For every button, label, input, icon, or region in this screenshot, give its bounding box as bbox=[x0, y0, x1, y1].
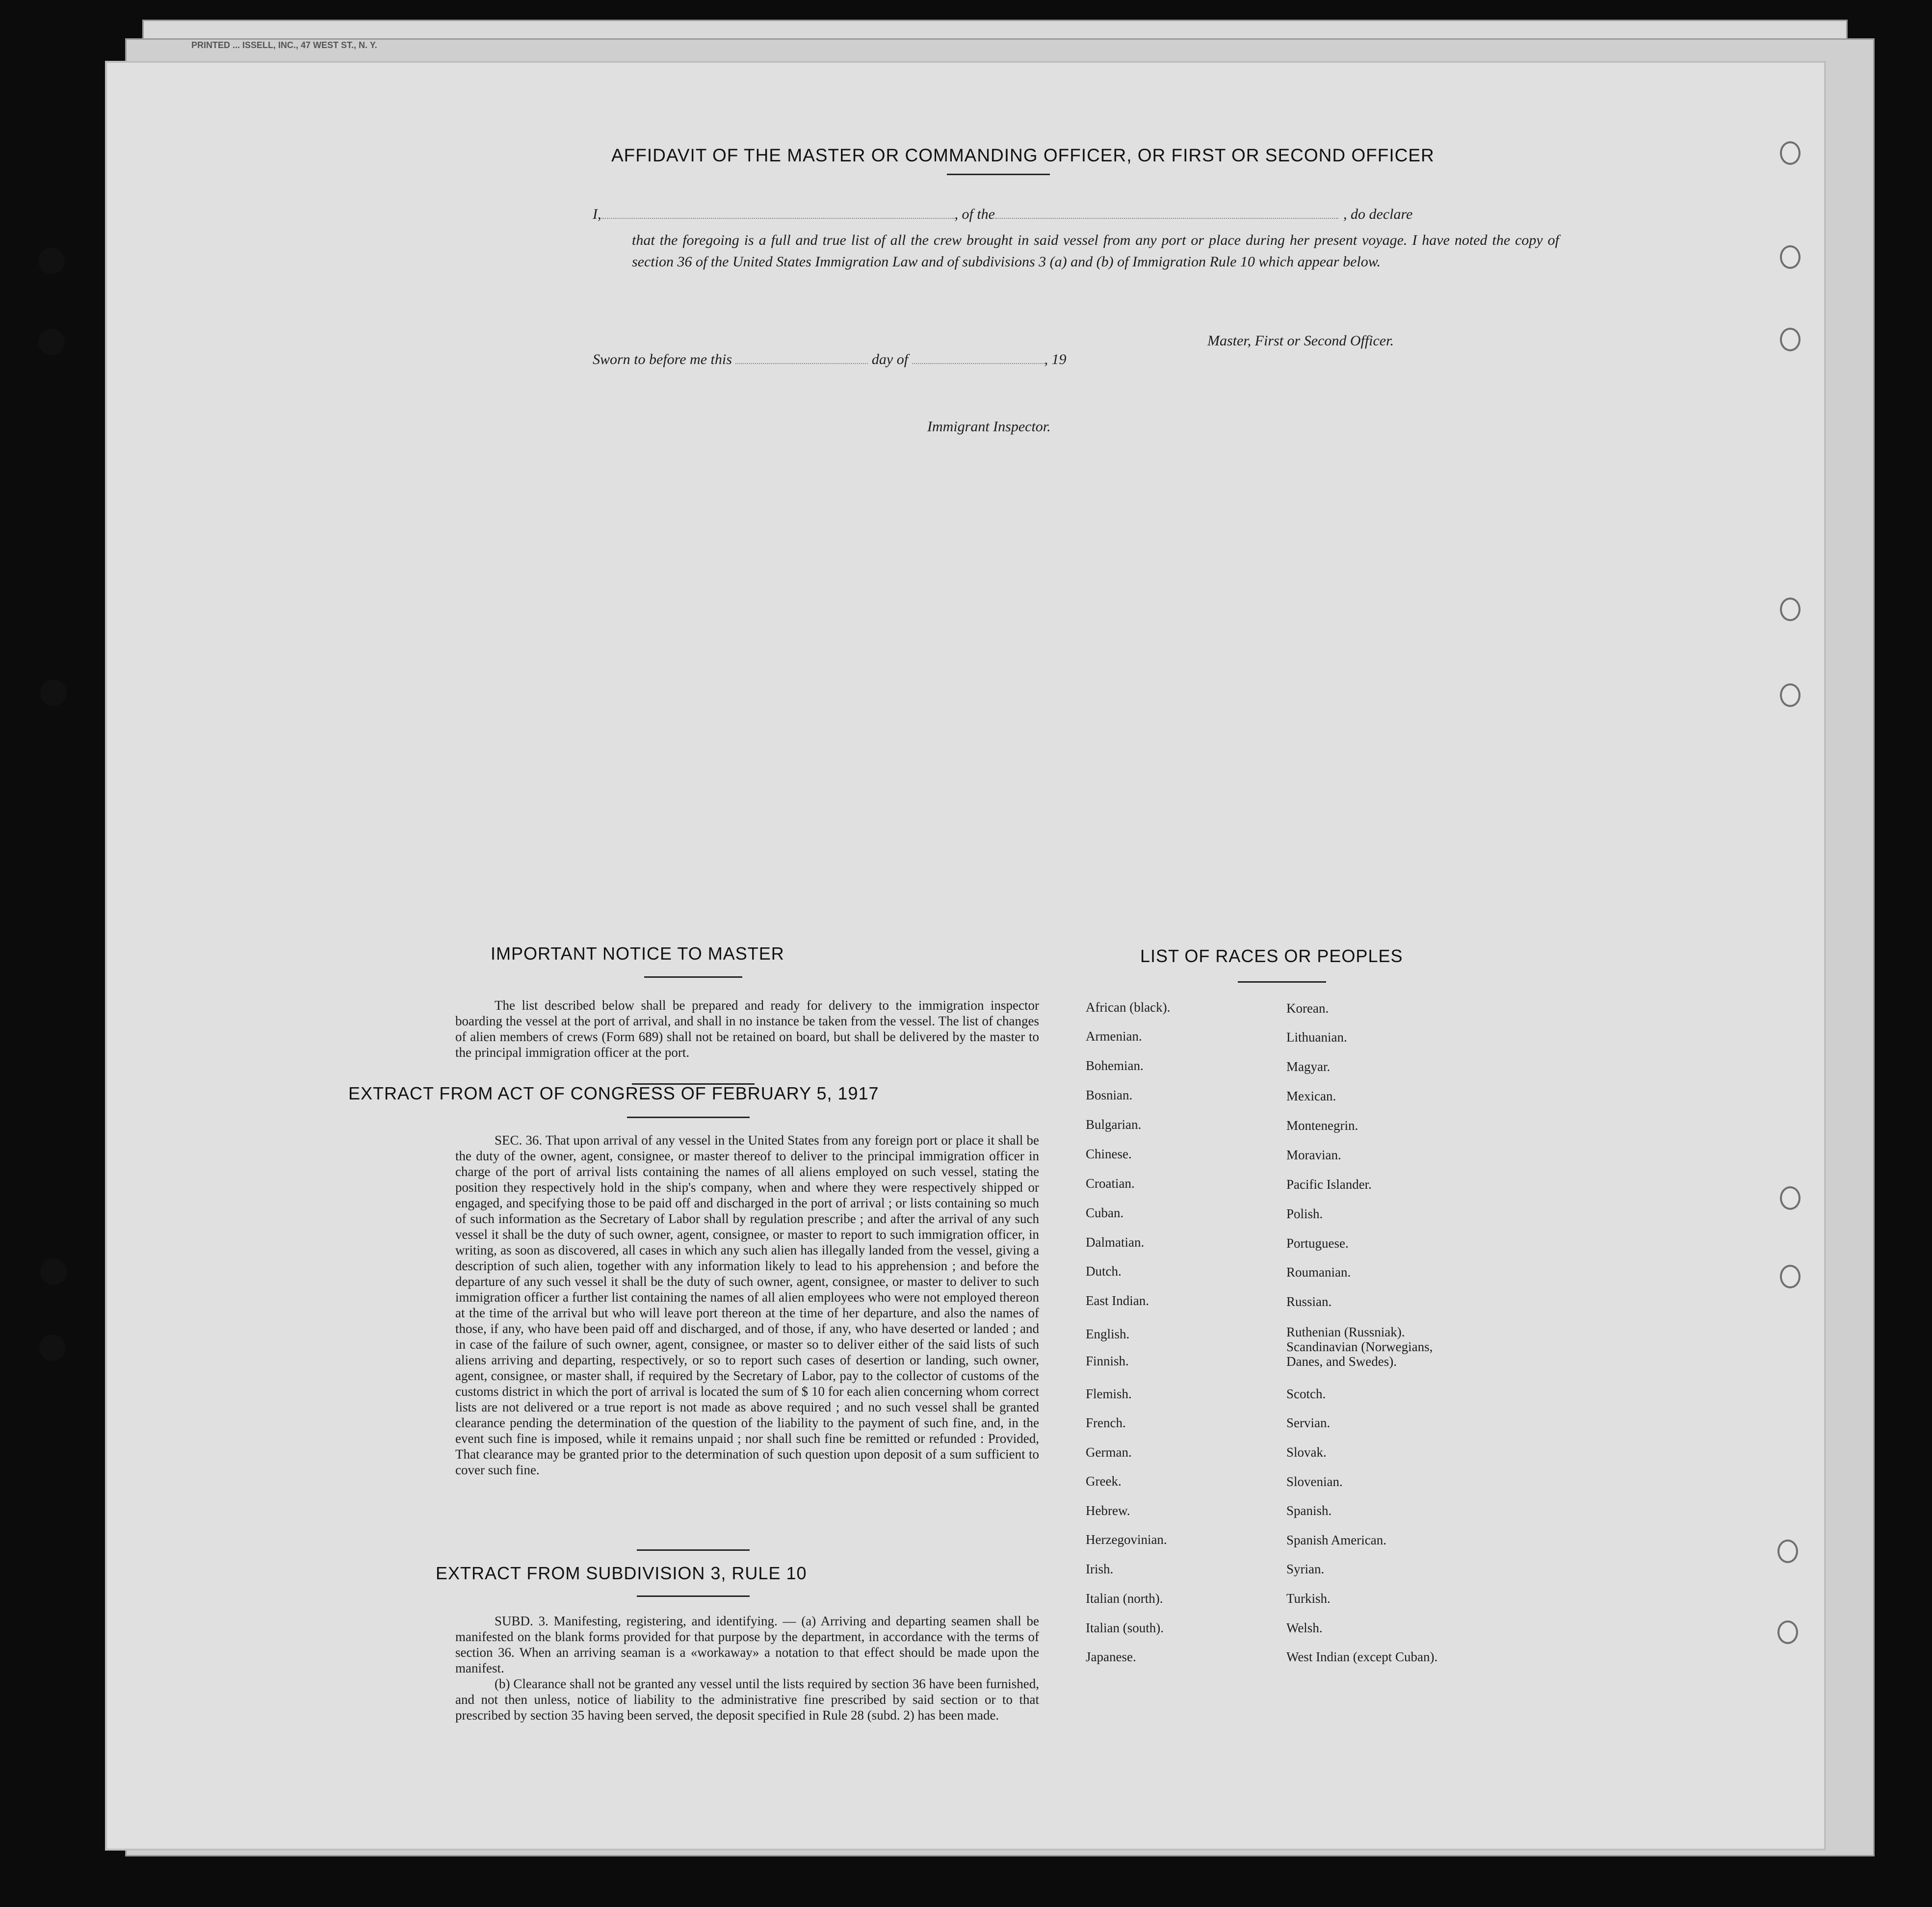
race-item: Italian (north). bbox=[1086, 1591, 1163, 1606]
race-item: Welsh. bbox=[1286, 1620, 1323, 1635]
race-item: Magyar. bbox=[1286, 1059, 1331, 1074]
punch-ring bbox=[1780, 1186, 1801, 1210]
signature-label: Master, First or Second Officer. bbox=[1207, 333, 1394, 349]
race-item: Scandinavian (Norwegians, bbox=[1286, 1339, 1433, 1354]
affidavit-title-rule bbox=[947, 174, 1050, 175]
sworn-day-blank[interactable] bbox=[735, 363, 868, 364]
year-text: , 19 bbox=[1044, 351, 1067, 367]
race-item: German. bbox=[1086, 1445, 1132, 1460]
rule-text-a: SUBD. 3. Manifesting, registering, and identifying. — (a) Arriving and departing seamen shall be manifested on the blank forms provided for that purpose by the department, in accordance with the terms of section 36. When an arriving seaman is a «workaway» a notation to that effect should be made upon the manifest. bbox=[455, 1614, 1039, 1675]
rule-top-rule bbox=[637, 1549, 750, 1551]
notice-title-rule bbox=[644, 976, 742, 978]
affidavit-line-1 bbox=[593, 206, 1559, 223]
race-item: Croatian. bbox=[1086, 1176, 1135, 1191]
race-item: Bulgarian. bbox=[1086, 1117, 1142, 1132]
race-item: Danes, and Swedes). bbox=[1286, 1354, 1397, 1369]
punch-ring bbox=[1780, 328, 1801, 351]
race-item: Moravian. bbox=[1286, 1148, 1341, 1162]
race-item: Herzegovinian. bbox=[1086, 1532, 1167, 1547]
race-item: Ruthenian (Russniak). bbox=[1286, 1325, 1405, 1339]
punch-ring bbox=[1780, 141, 1801, 165]
name-blank[interactable] bbox=[601, 218, 955, 219]
race-item: Spanish American. bbox=[1286, 1533, 1386, 1547]
race-item: Scotch. bbox=[1286, 1386, 1326, 1401]
race-item: Hebrew. bbox=[1086, 1503, 1130, 1518]
act-title-rule bbox=[627, 1117, 750, 1118]
sworn-month-blank[interactable] bbox=[912, 363, 1044, 364]
race-item: Polish. bbox=[1286, 1206, 1323, 1221]
form-sheet bbox=[107, 63, 1824, 1849]
race-item: Roumanian. bbox=[1286, 1265, 1351, 1280]
notice-text: The list described below shall be prepared and ready for delivery to the immigration inspector boarding the vessel at the port of arrival, and shall in no instance be taken from the vessel. The list of changes of alien members of crews (Form 689) shall not be retained on board, but shall be delivered by the master to the principal immigration officer at the port. bbox=[455, 998, 1039, 1060]
punch-ring bbox=[1780, 683, 1801, 707]
binder-hole bbox=[38, 329, 65, 355]
race-item: Slovak. bbox=[1286, 1445, 1327, 1460]
race-item: Servian. bbox=[1286, 1415, 1331, 1430]
punch-ring bbox=[1780, 1265, 1801, 1288]
rule-title: EXTRACT FROM SUBDIVISION 3, RULE 10 bbox=[436, 1563, 807, 1583]
sworn-line bbox=[593, 351, 1067, 368]
rule-title-rule bbox=[637, 1595, 750, 1597]
inspector-label: Immigrant Inspector. bbox=[927, 418, 1051, 435]
act-title: EXTRACT FROM ACT OF CONGRESS OF FEBRUARY 5, 1917 bbox=[348, 1083, 879, 1103]
race-item: Greek. bbox=[1086, 1474, 1122, 1489]
race-item: Italian (south). bbox=[1086, 1620, 1164, 1635]
race-item: Mexican. bbox=[1286, 1089, 1336, 1103]
binder-hole bbox=[40, 1258, 67, 1285]
race-item: Spanish. bbox=[1286, 1503, 1332, 1518]
race-item: Bosnian. bbox=[1086, 1088, 1133, 1102]
punch-ring bbox=[1780, 245, 1801, 269]
race-item: Slovenian. bbox=[1286, 1474, 1343, 1489]
race-item: Korean. bbox=[1286, 1001, 1329, 1016]
race-item: African (black). bbox=[1086, 1000, 1171, 1015]
binder-hole bbox=[40, 679, 67, 706]
notice-title: IMPORTANT NOTICE TO MASTER bbox=[491, 943, 784, 964]
race-item: Cuban. bbox=[1086, 1205, 1124, 1220]
race-item: Turkish. bbox=[1286, 1591, 1331, 1606]
race-item: Montenegrin. bbox=[1286, 1118, 1358, 1133]
day-of-text: day of bbox=[871, 351, 909, 367]
race-item: West Indian (except Cuban). bbox=[1286, 1649, 1438, 1664]
race-item: Syrian. bbox=[1286, 1562, 1325, 1576]
binder-hole bbox=[38, 248, 65, 274]
race-item: Russian. bbox=[1286, 1294, 1332, 1309]
sworn-text: Sworn to before me this bbox=[593, 351, 732, 367]
binder-hole bbox=[39, 1334, 66, 1361]
race-item: Dalmatian. bbox=[1086, 1235, 1145, 1250]
affidavit-of-the: , of the bbox=[954, 206, 995, 222]
punch-ring bbox=[1777, 1540, 1798, 1563]
race-item: Pacific Islander. bbox=[1286, 1177, 1372, 1192]
vessel-blank[interactable] bbox=[995, 218, 1338, 219]
race-item: Bohemian. bbox=[1086, 1058, 1144, 1073]
race-item: Dutch. bbox=[1086, 1264, 1122, 1279]
printer-line: PRINTED ... ISSELL, INC., 47 WEST ST., N. Y. bbox=[191, 40, 377, 50]
affidavit-do-declare: , do declare bbox=[1343, 206, 1413, 222]
race-item: Portuguese. bbox=[1286, 1236, 1349, 1251]
race-item: Flemish. bbox=[1086, 1386, 1132, 1401]
race-item: Finnish. bbox=[1086, 1354, 1129, 1368]
race-item: English. bbox=[1086, 1327, 1130, 1341]
affidavit-body: that the foregoing is a full and true list of all the crew brought in said vessel from any port or place during her present voyage. I have noted the copy of section 36 of the United States Immigration Law and of subdivisions 3 (a) and (b) of Immigration Rule 10 which appear below. bbox=[632, 232, 1559, 270]
races-title: LIST OF RACES OR PEOPLES bbox=[1140, 946, 1403, 966]
race-item: Lithuanian. bbox=[1286, 1030, 1347, 1045]
race-item: Chinese. bbox=[1086, 1147, 1132, 1161]
affidavit-title: AFFIDAVIT OF THE MASTER OR COMMANDING OFFICER, OR FIRST OR SECOND OFFICER bbox=[611, 145, 1435, 165]
race-item: Japanese. bbox=[1086, 1649, 1136, 1664]
punch-ring bbox=[1777, 1620, 1798, 1644]
race-item: Armenian. bbox=[1086, 1029, 1142, 1044]
rule-text-b: (b) Clearance shall not be granted any vessel until the lists required by section 36 have been furnished, and not then unless, notice of liability to the administrative fine prescribed by said section or to that prescribed by section 35 having been served, the deposit specified in Rule 28 (subd. 2) has been made. bbox=[455, 1676, 1039, 1723]
race-item: East Indian. bbox=[1086, 1293, 1149, 1308]
affidavit-i: I, bbox=[593, 206, 601, 222]
races-title-rule bbox=[1238, 981, 1326, 983]
act-text: SEC. 36. That upon arrival of any vessel in the United States from any foreign port or place it shall be the duty of the owner, agent, consignee, or master thereof to deliver to the principal immigration officer in charge of the port of arrival lists containing the names of all aliens employed on such vessel, stating the position they respectively hold in the ship's company, when and where they were respectively shipped or engaged, and specifying those to be paid off and discharged in the port of arrival ; or lists containing so much of such information as the Secretary of Labor shall by regulation prescribe ; and after the arrival of any such vessel it shall be the duty of such owner, agent, consignee, or master to report to such immigration officer, in writing, as soon as discovered, all cases in which any such alien has illegally landed from the vessel, giving a description of such alien, together with any information likely to lead to his apprehension ; and before the departure of any such vessel it shall be the duty of such owner, agent, consignee, or master to deliver to such immigration officer a further list containing the names of all alien employees who were not employed thereon at the time of the arrival but who will leave port thereon at the time of her departure, and also the names of those, if any, who have been paid off and discharged, and of those, if any, who have deserted or landed ; and in case of the failure of such owner, agent, consignee, or master so to deliver either of the said lists of such aliens arriving and departing, respectively, or so to report such cases of desertion or landing, such owner, agent, consignee, or master shall, if required by the Secretary of Labor, pay to the collector of customs of the customs district in which the port of arrival is located the sum of $ 10 for each alien concerning whom correct lists are not delivered or a true report is not made as above required ; and no such vessel shall be granted clearance pending the determination of the question of the liability to the payment of such fine, and, in the event such fine is imposed, while it remains unpaid ; nor shall such fine be remitted or refunded : Provided, That clearance may be granted prior to the determination of such question upon deposit of a sum sufficient to cover such fine. bbox=[455, 1133, 1039, 1477]
punch-ring bbox=[1780, 598, 1801, 621]
race-item: Irish. bbox=[1086, 1562, 1114, 1576]
race-item: French. bbox=[1086, 1415, 1126, 1430]
